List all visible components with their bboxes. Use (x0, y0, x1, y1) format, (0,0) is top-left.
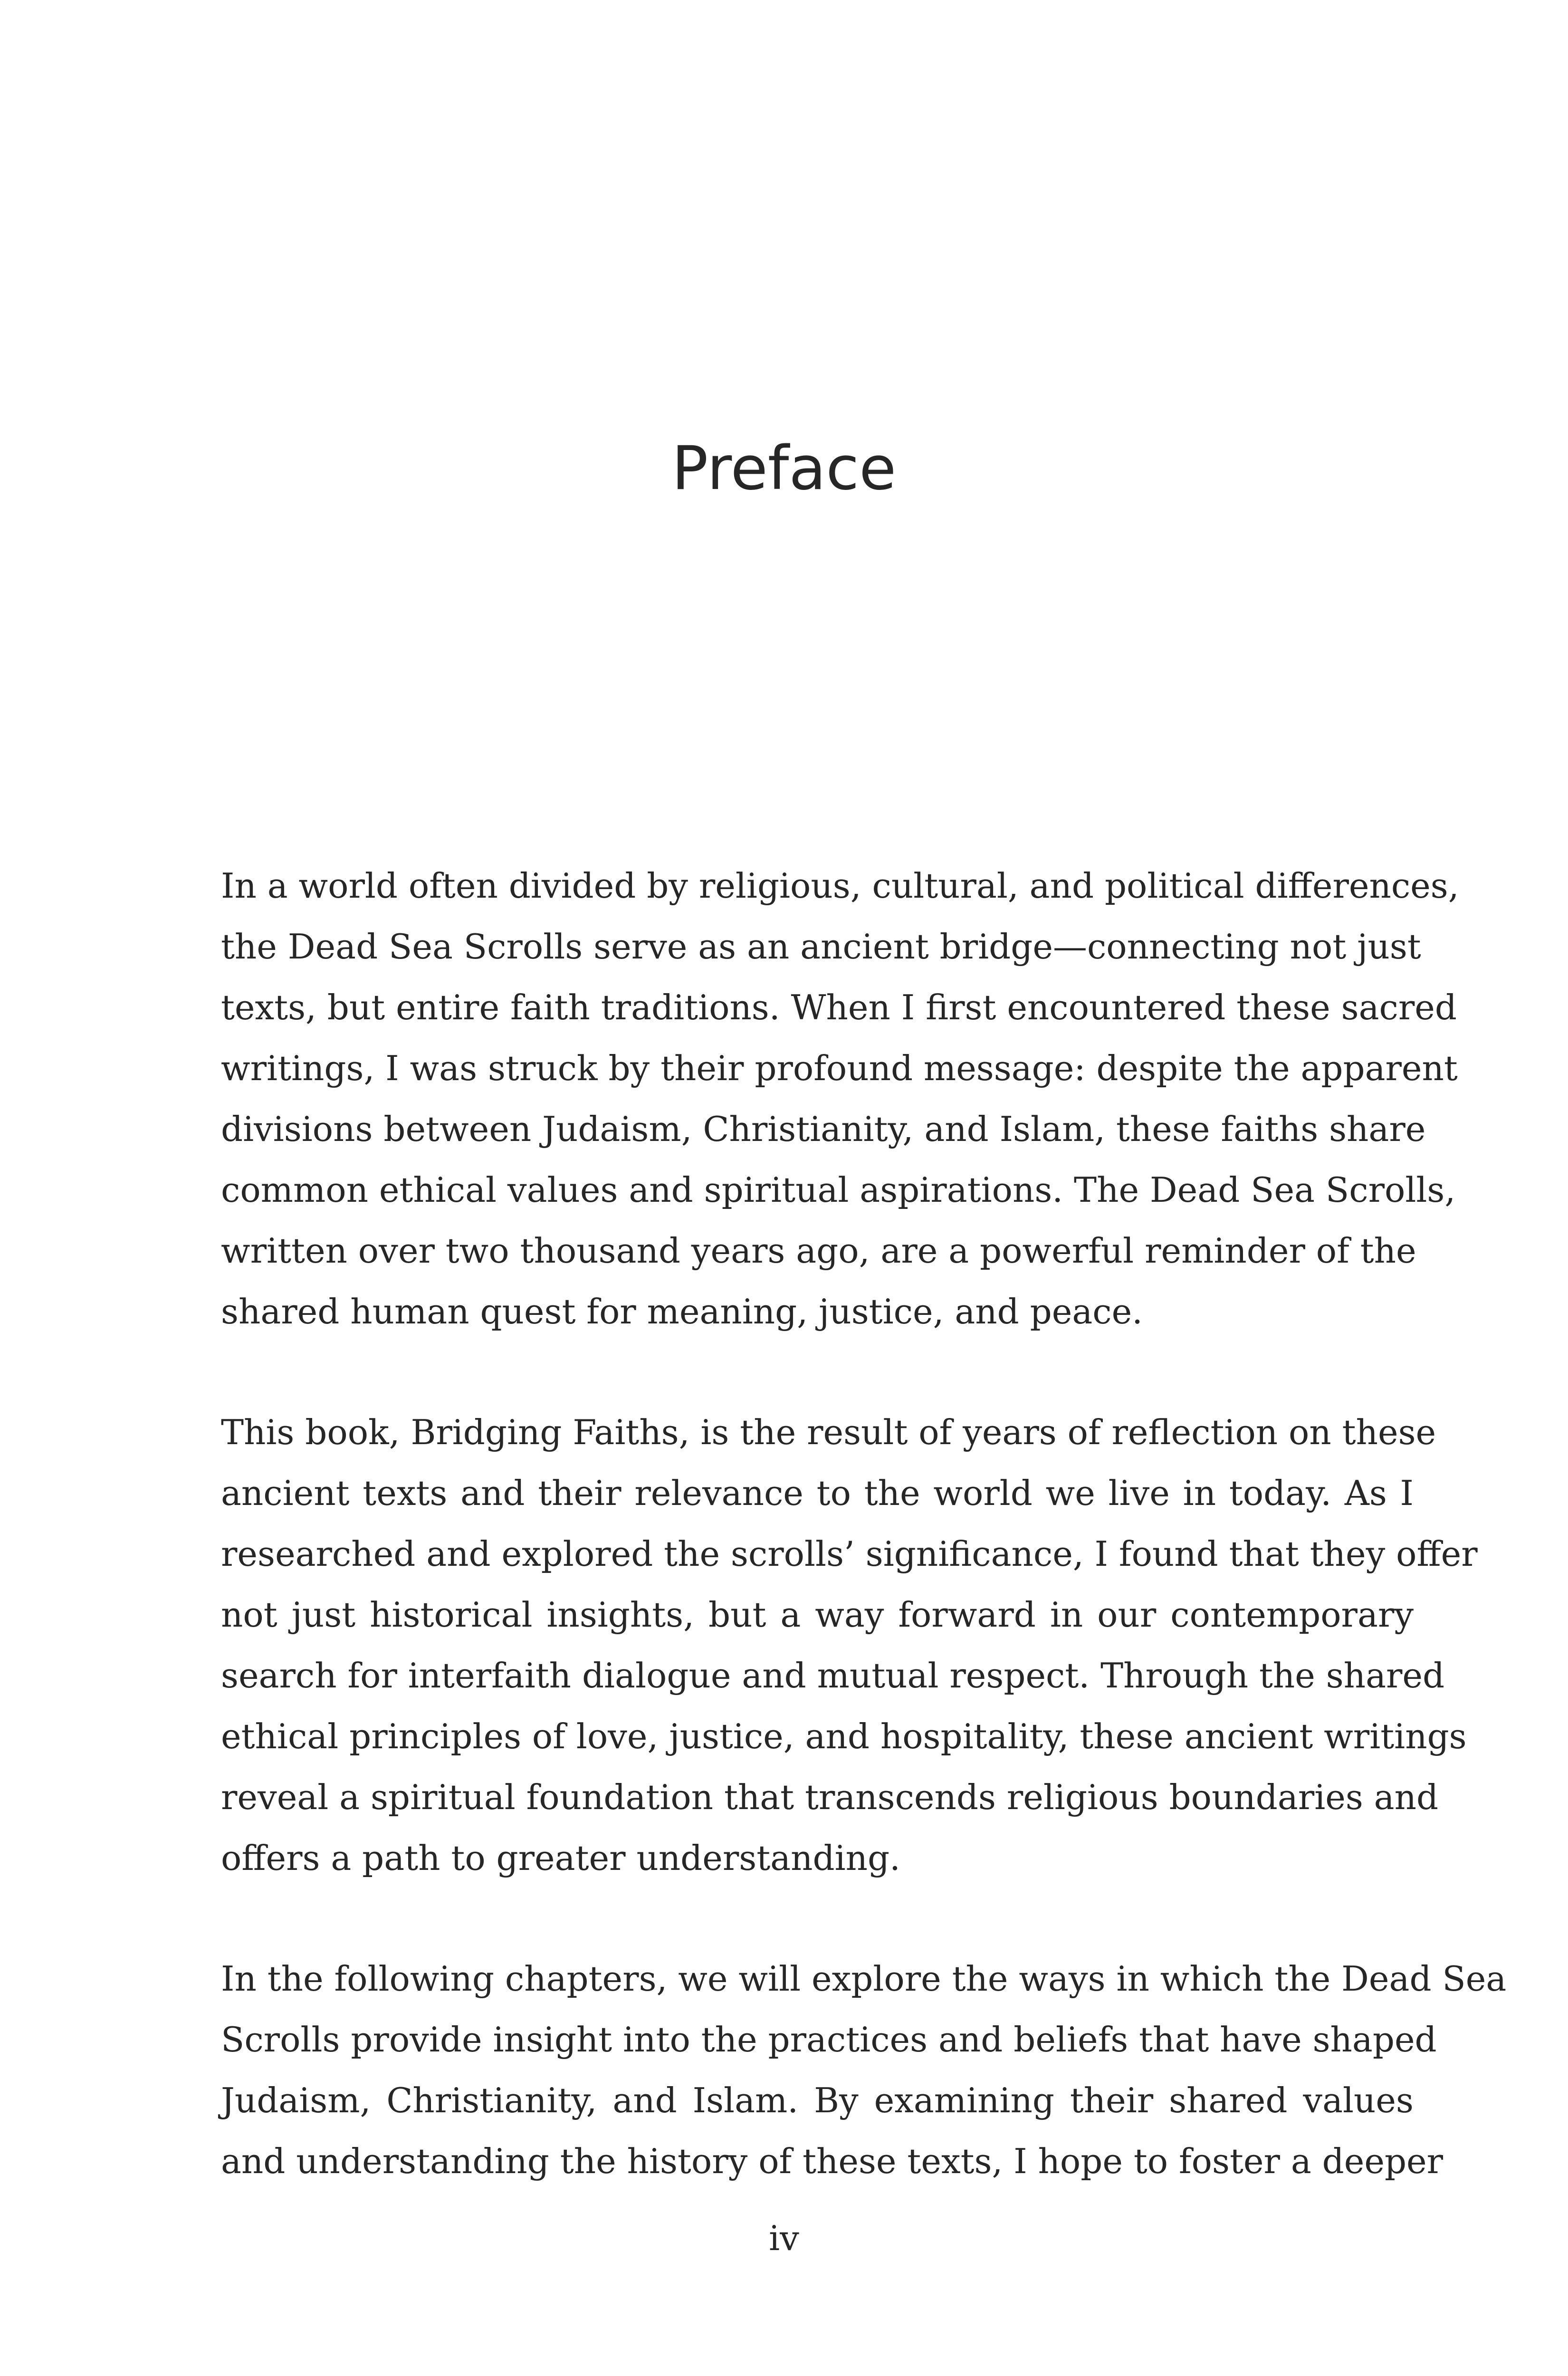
text-line: ethical principles of love, justice, and hospitality, these ancient writings (221, 1716, 1467, 1756)
text-line: In a world often divided by religious, cultural, and political differences, (221, 866, 1459, 906)
text-line: not just historical insights, but a way forward in our contemporary (221, 1595, 1414, 1635)
text-line: This book, Bridging Faiths, is the result of years of reflection on these (221, 1412, 1436, 1452)
text-line: divisions between Judaism, Christianity, and Islam, these faiths share (221, 1109, 1426, 1149)
text-line: the Dead Sea Scrolls serve as an ancient bridge—connecting not just (221, 927, 1421, 967)
text-line: and understanding the history of these texts, I hope to foster a deeper (221, 2141, 1444, 2181)
text-line: In the following chapters, we will explore the ways in which the Dead Sea (221, 1959, 1507, 1999)
text-line: writings, I was struck by their profound message: despite the apparent (221, 1048, 1458, 1088)
paragraph-1 (221, 855, 1459, 1342)
page-title: Preface (671, 433, 897, 503)
text-line: search for interfaith dialogue and mutual respect. Through the shared (221, 1656, 1445, 1696)
text-line: texts, but entire faith traditions. When I first encountered these sacred (221, 987, 1457, 1027)
text-line: common ethical values and spiritual aspirations. The Dead Sea Scrolls, (221, 1170, 1456, 1210)
paragraph-2 (221, 1402, 1478, 1888)
text-line: shared human quest for meaning, justice, and peace. (221, 1292, 1143, 1332)
text-line: written over two thousand years ago, are a powerful reminder of the (221, 1231, 1416, 1271)
paragraph-3 (221, 1948, 1507, 2192)
text-line: offers a path to greater understanding. (221, 1838, 900, 1878)
page-number: iv (769, 2218, 799, 2258)
text-line: ancient texts and their relevance to the world we live in today. As I (221, 1473, 1414, 1513)
text-line: Judaism, Christianity, and Islam. By examining their shared values (221, 2080, 1414, 2120)
text-line: reveal a spiritual foundation that transcends religious boundaries and (221, 1777, 1439, 1817)
text-line: Scrolls provide insight into the practices and beliefs that have shaped (221, 2020, 1437, 2060)
text-line: researched and explored the scrolls’ significance, I found that they offer (221, 1534, 1478, 1574)
